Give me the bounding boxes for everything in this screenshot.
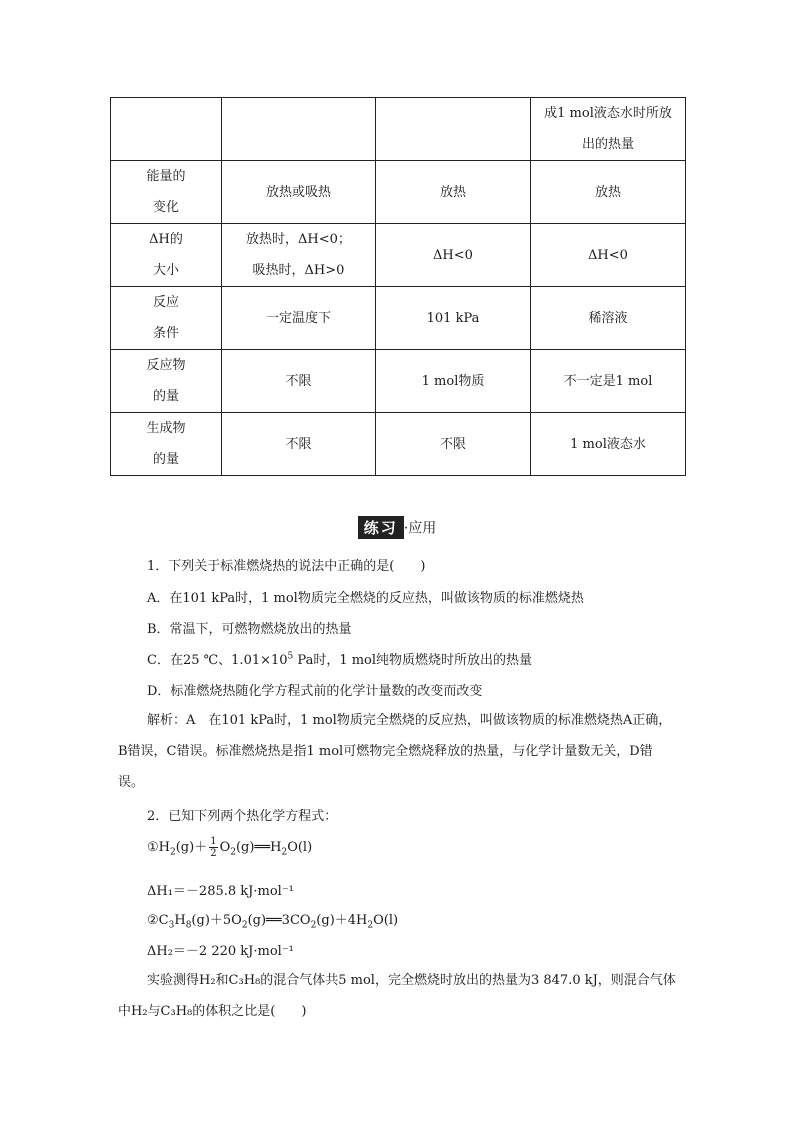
table-cell (111, 350, 222, 413)
q1-option-b: B．常温下，可燃物燃烧放出的热量 (147, 622, 352, 637)
section-heading (0, 516, 794, 539)
q1-option-d: D．标准燃烧热随化学方程式前的化学计量数的改变而改变 (147, 684, 483, 699)
q1-analysis: 解析：A 在101 kPa时，1 mol物质完全燃烧的反应热，叫做该物质的标准燃烧热A正确，B错误，C错误。标准燃烧热是指1 mol可燃物完全燃烧释放的热量，与化学计量数无关，D错误。 (118, 713, 672, 790)
table-row (111, 224, 686, 287)
table-cell (376, 287, 531, 350)
cell-text: 放热或吸热 (265, 184, 331, 200)
table-cell (111, 413, 222, 476)
table-cell (376, 350, 531, 413)
eq1-part: (g)══H (235, 840, 282, 855)
table-cell (376, 98, 531, 161)
q1-stem: 1．下列关于标准燃烧热的说法中正确的是( ) (147, 559, 426, 574)
table-cell (111, 98, 222, 161)
eq2-part: (g)══3CO (247, 913, 311, 928)
eq1-sub: 2 (230, 847, 236, 858)
table-cell (222, 350, 376, 413)
cell-text: 稀溶液 (588, 310, 628, 326)
eq1-part: (g)＋ (175, 840, 208, 855)
cell-text: 1 mol物质 (421, 373, 485, 389)
cell-text: 不限 (285, 436, 312, 452)
q2-dh1: ΔH₁＝－285.8 kJ·mol⁻¹ (147, 884, 294, 899)
cell-text: 不一定是1 mol (563, 373, 653, 389)
cell-text: 放热 (439, 184, 466, 200)
eq1-sub: 2 (170, 847, 176, 858)
q2-stem: 2．已知下列两个热化学方程式： (147, 809, 338, 824)
table-cell (531, 413, 686, 476)
table-row (111, 350, 686, 413)
table-cell (222, 287, 376, 350)
table-cell (531, 287, 686, 350)
table-cell (531, 161, 686, 224)
table-cell (222, 161, 376, 224)
cell-text: 放热 (594, 184, 621, 200)
eq2-part: O(l) (373, 913, 399, 928)
table-cell (531, 224, 686, 287)
section-label-tail: ·应用 (403, 520, 437, 537)
cell-text: 不限 (285, 373, 312, 389)
fraction-half (209, 836, 217, 859)
eq2-sub: 2 (367, 920, 374, 931)
cell-text: 生成物 的量 (146, 421, 186, 467)
table-cell (222, 413, 376, 476)
table-cell (376, 413, 531, 476)
q2-eq2 (147, 909, 398, 931)
comparison-table (110, 97, 686, 476)
table-cell (222, 224, 376, 287)
cell-text: 反应 条件 (152, 295, 179, 341)
q1-option-a: A．在101 kPa时，1 mol物质完全燃烧的反应热，叫做该物质的标准燃烧热 (147, 591, 584, 606)
table-row (111, 287, 686, 350)
q1-c-pre: C．在25 ℃、1.01×10 (147, 653, 288, 668)
eq2-sub: 2 (310, 920, 317, 931)
q2-dh2: ΔH₂＝－2 220 kJ·mol⁻¹ (147, 944, 294, 959)
eq2-sub: 2 (241, 920, 248, 931)
table-row (111, 413, 686, 476)
table-cell (376, 161, 531, 224)
table-cell (111, 224, 222, 287)
q2-body: 实验测得H₂和C₃H₈的混合气体共5 mol，完全燃烧时放出的热量为3 847.0 kJ，则混合气体中H₂与C₃H₈的体积之比是( ) (118, 973, 676, 1019)
table-cell (531, 98, 686, 161)
q2-eq1 (147, 836, 312, 859)
cell-text: 不限 (439, 436, 466, 452)
cell-text: ΔH的 大小 (149, 232, 183, 278)
q1-c-post: Pa时，1 mol纯物质燃烧时所放出的热量 (293, 653, 533, 668)
frac-den: 2 (210, 848, 217, 859)
eq2-sub: 8 (185, 920, 192, 931)
q1-option-c (147, 649, 532, 668)
eq2-part: (g)＋4H (316, 913, 368, 928)
cell-text: 成1 mol液态水时所放 出的热量 (544, 106, 672, 152)
cell-text: 101 kPa (426, 310, 480, 326)
table-cell (222, 98, 376, 161)
cell-text: 放热时，ΔH<0； 吸热时，ΔH>0 (246, 232, 351, 278)
cell-text: 1 mol液态水 (570, 436, 646, 452)
table-cell (531, 350, 686, 413)
q1-c-sup: 5 (287, 651, 294, 662)
eq2-part: ②C (147, 913, 169, 928)
cell-text: 一定温度下 (265, 310, 331, 326)
eq1-part: O(l) (287, 840, 313, 855)
cell-text: 能量的 变化 (146, 169, 186, 215)
cell-text: ΔH<0 (588, 247, 628, 263)
frac-num: 1 (210, 836, 217, 847)
table-cell (111, 287, 222, 350)
eq1-sub: 2 (281, 847, 288, 858)
section-label-box: 练习 (358, 516, 404, 539)
eq2-part: H (174, 913, 186, 928)
eq1-part: O (219, 840, 231, 855)
table-row (111, 98, 686, 161)
cell-text: 反应物 的量 (146, 358, 186, 404)
table-cell (111, 161, 222, 224)
eq2-part: (g)＋5O (191, 913, 242, 928)
table-row (111, 161, 686, 224)
eq1-part: ①H (147, 840, 170, 855)
cell-text: ΔH<0 (433, 247, 473, 263)
table-cell (376, 224, 531, 287)
eq2-sub: 3 (168, 920, 175, 931)
